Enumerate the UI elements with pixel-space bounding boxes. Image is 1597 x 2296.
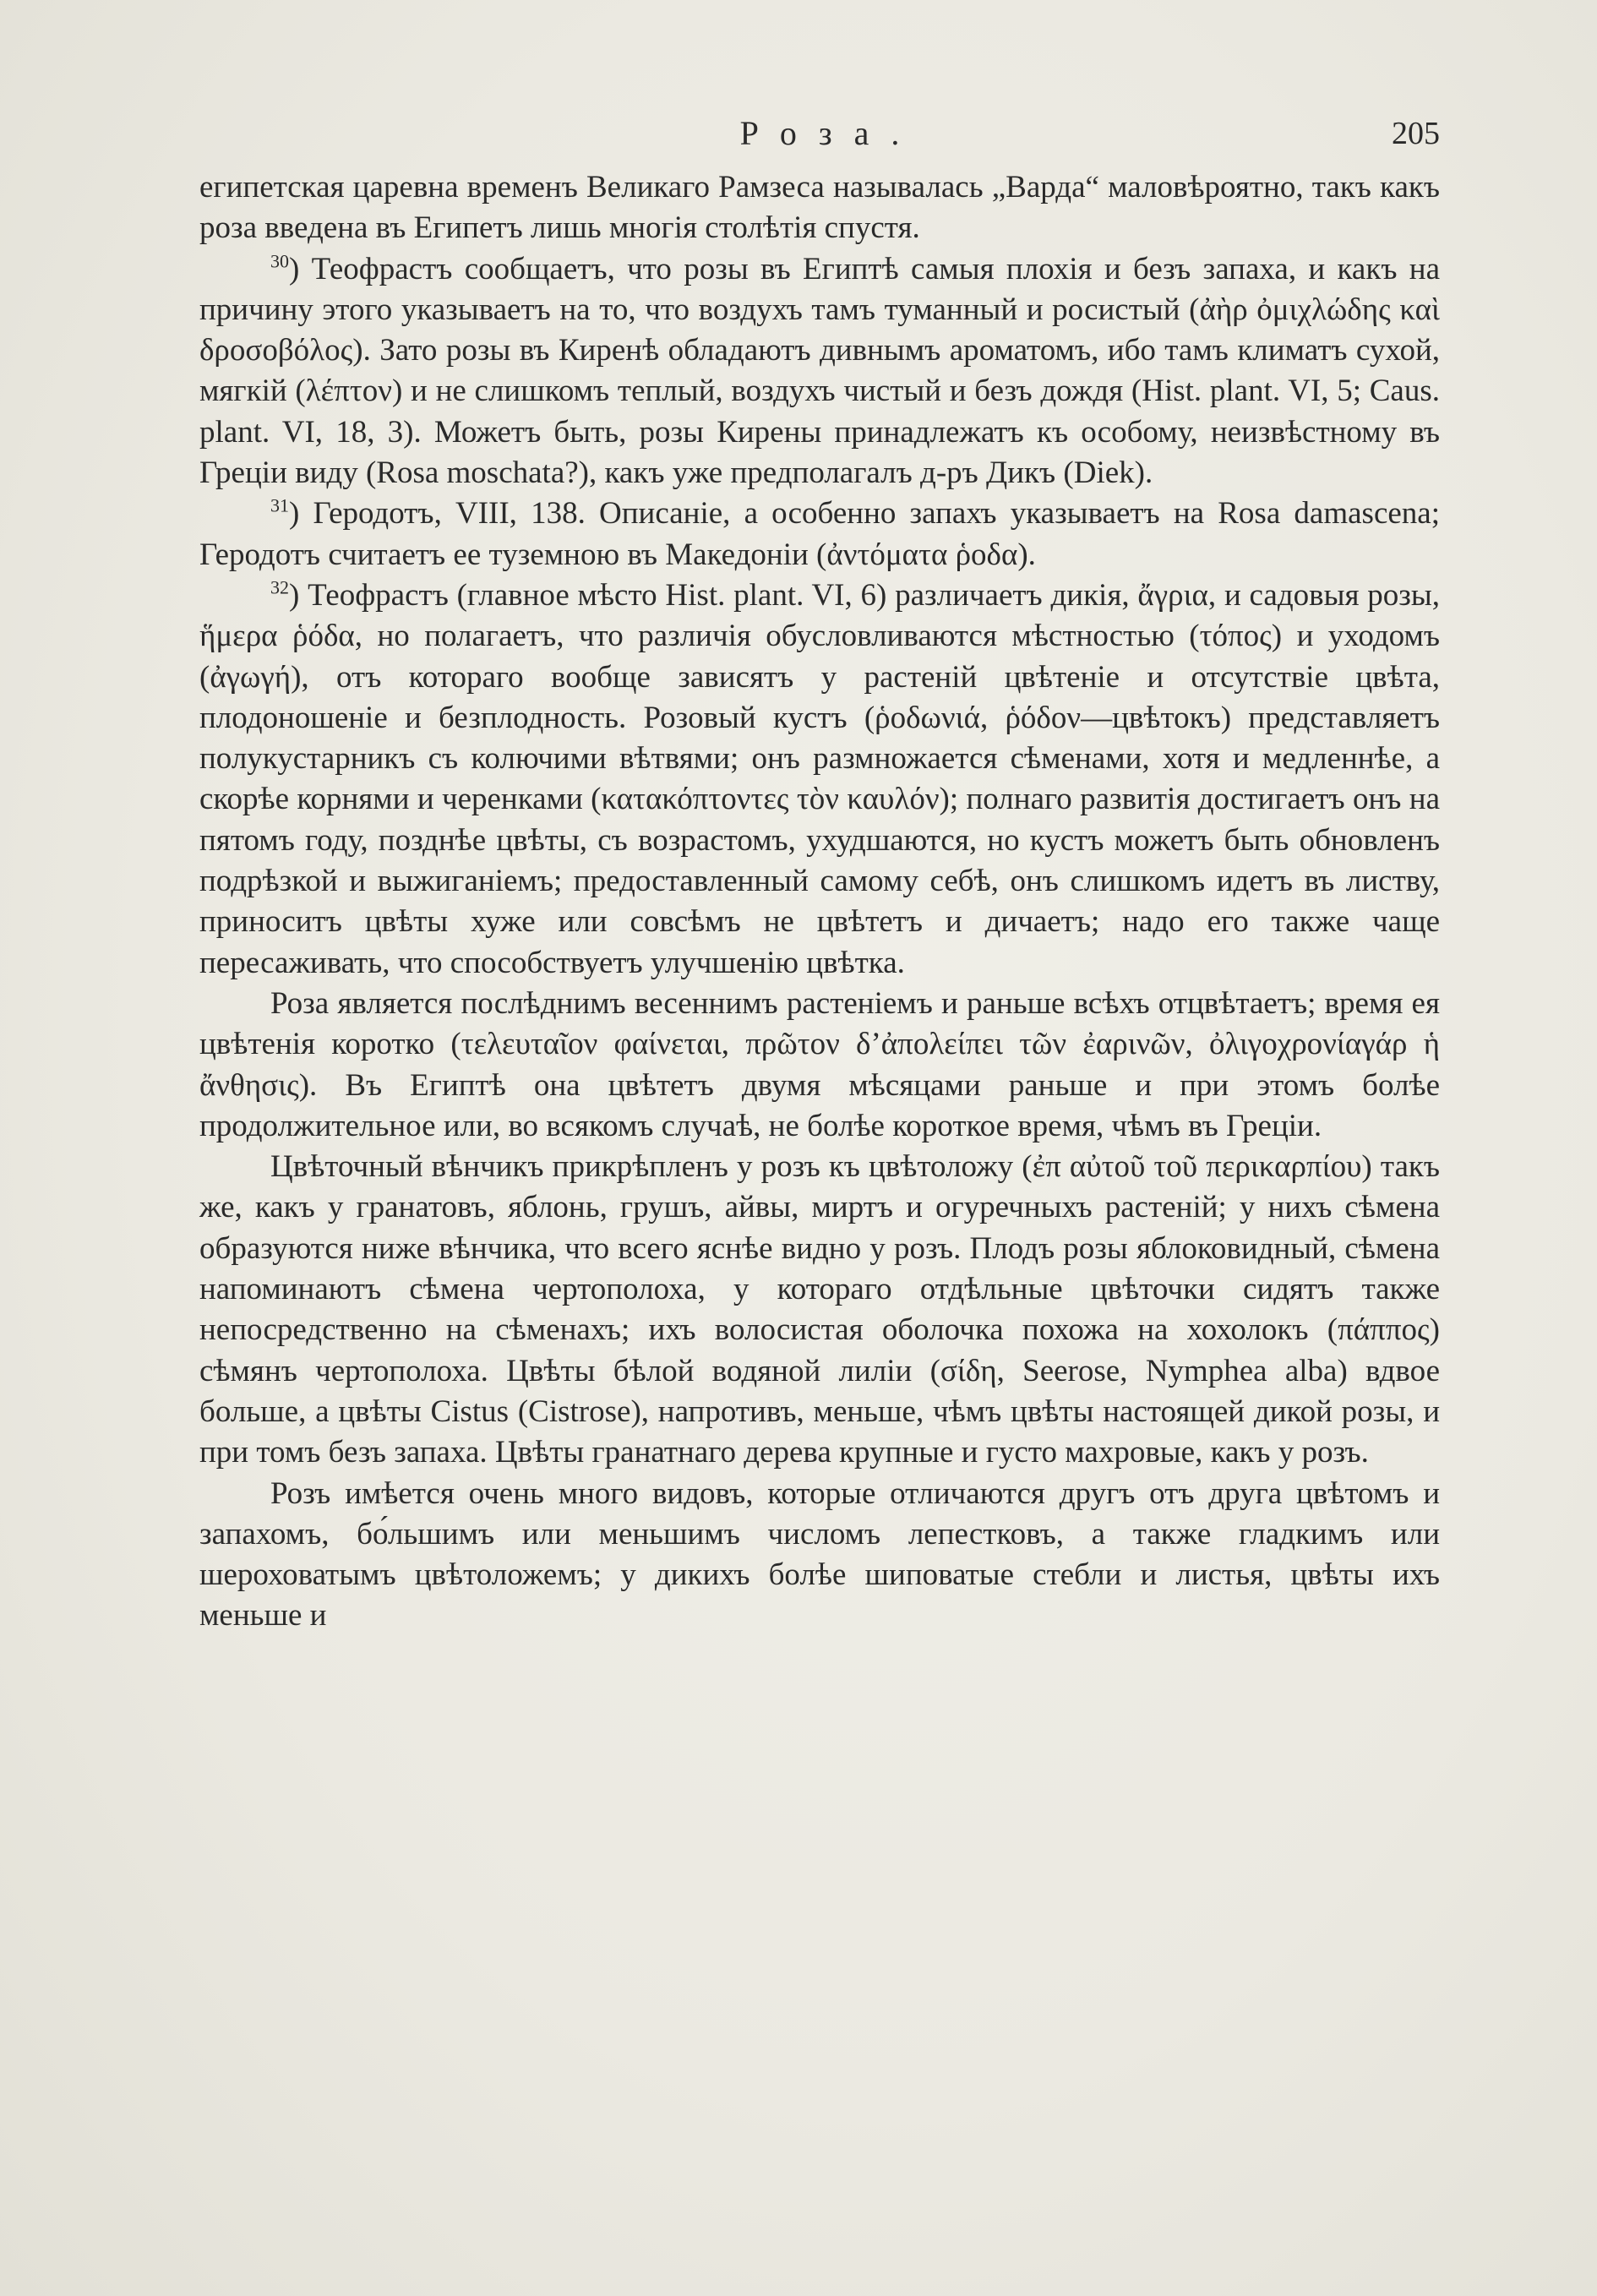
paragraph: [199, 1147, 1440, 1473]
footnote-text: ) Геродотъ, VIII, 138. Описаніе, а особенно запахъ указываетъ на Rosa damascena; Геродотъ считаетъ ее туземною въ Македоніи (ἀντόματα ῥοδα).: [199, 496, 1440, 572]
paragraph-text: Цвѣточный вѣнчикъ прикрѣпленъ у розъ къ цвѣтоложу (ἐπ αὐτοῦ τοῦ περικαρπίου) такъ же, какъ у гранатовъ, яблонь, грушъ, айвы, миртъ и огуречныхъ растеній; у нихъ сѣмена образуются ниже вѣнчика, что всего яснѣе видно у розъ. Плодъ розы яблоковидный, сѣмена напоминаютъ сѣмена чертополоха, у котораго отдѣльные цвѣточки сидятъ также непосредственно на сѣменахъ; ихъ волосистая оболочка похожа на хохолокъ (πάππος) сѣмянъ чертополоха. Цвѣты бѣлой водяной лиліи (σίδη, Seerose, Nymphea alba) вдвое больше, а цвѣты Cistus (Cistrose), напротивъ, меньше, чѣмъ цвѣты настоящей дикой розы, и при томъ безъ запаха. Цвѣты гранатнаго дерева крупные и густо махровые, какъ у розъ.: [199, 1149, 1440, 1470]
footnote-text: ) Теофрастъ сообщаетъ, что розы въ Египтѣ самыя плохія и безъ запаха, и какъ на причину этого указываетъ на то, что воздухъ тамъ туманный и росистый (ἀὴρ ὀμιχλώδης καὶ δροσοβόλος). Зато розы въ Киренѣ обладаютъ дивнымъ ароматомъ, ибо тамъ климатъ сухой, мягкій (λέπτον) и не слишкомъ теплый, воздухъ чистый и безъ дождя (Hist. plant. VI, 5; Caus. plant. VI, 18, 3). Можетъ быть, розы Кирены принадлежатъ къ особому, неизвѣстному въ Греціи виду (Rosa moschata?), какъ уже предполагалъ д-ръ Дикъ (Diek).: [199, 251, 1440, 491]
footnote-text: ) Теофрастъ (главное мѣсто Hist. plant. VI, 6) различаетъ дикія, ἄγρια, и садовыя розы, ἥμερα ῥόδα, но полагаетъ, что различія обусловливаются мѣстностью (τόπος) и уходомъ (ἀγωγή), отъ котораго вообще зависятъ у растеній цвѣтеніе и отсутствіе цвѣта, плодоношеніе и безплодность. Розовый кустъ (ῥοδωνιά, ῥόδον—цвѣтокъ) представляетъ полукустарникъ съ колючими вѣтвями; онъ размножается сѣменами, хотя и медленнѣе, а скорѣе корнями и черенками (κατακόπτοντες τὸν καυλόν); полнаго развитія достигаетъ онъ на пятомъ году, позднѣе цвѣты, съ возрастомъ, ухудшаются, но кустъ можетъ быть обновленъ подрѣзкой и выжиганіемъ; предоставленный самому себѣ, онъ слишкомъ идетъ въ листву, приноситъ цвѣты хуже или совсѣмъ не цвѣтетъ и дичаетъ; надо его также чаще пересаживать, что способствуетъ улучшенію цвѣтка.: [199, 577, 1440, 980]
footnote-marker: 31: [270, 495, 289, 517]
paragraph-text: египетская царевна временъ Великаго Рамзеса называлась „Варда“ маловѣроятно, такъ какъ роза введена въ Египетъ лишь многія столѣтія спустя.: [199, 170, 1440, 246]
footnote-marker: 30: [270, 250, 289, 272]
footnote-31: [199, 494, 1440, 575]
running-title: Роза.: [739, 114, 922, 152]
page-number: 205: [1392, 116, 1440, 151]
footnote-30: [199, 249, 1440, 494]
body-text: [199, 167, 1440, 1637]
footnote-32: [199, 575, 1440, 984]
footnote-marker: 32: [270, 576, 289, 598]
paragraph-text: Роза является послѣднимъ весеннимъ растеніемъ и раньше всѣхъ отцвѣтаетъ; время ея цвѣтенія коротко (τελευταῖον φαίνεται, πρῶτον δ’ἀπολείπει τῶν ἐαρινῶν, ὀλιγοχρονίαγάρ ἡ ἄνθησις). Въ Египтѣ она цвѣтетъ двумя мѣсяцами раньше и при этомъ болѣе продолжительное или, во всякомъ случаѣ, не болѣе короткое время, чѣмъ въ Греціи.: [199, 985, 1440, 1143]
paragraph: [199, 1474, 1440, 1637]
paragraph-continuation: [199, 167, 1440, 249]
paragraph: [199, 984, 1440, 1147]
paragraph-text: Розъ имѣется очень много видовъ, которые отличаются другъ отъ друга цвѣтомъ и запахомъ, бо́льшимъ или меньшимъ числомъ лепестковъ, а также гладкимъ или шероховатымъ цвѣтоложемъ; у дикихъ болѣе шиповатые стебли и листья, цвѣты ихъ меньше и: [199, 1475, 1440, 1633]
page-header: [199, 108, 1440, 159]
